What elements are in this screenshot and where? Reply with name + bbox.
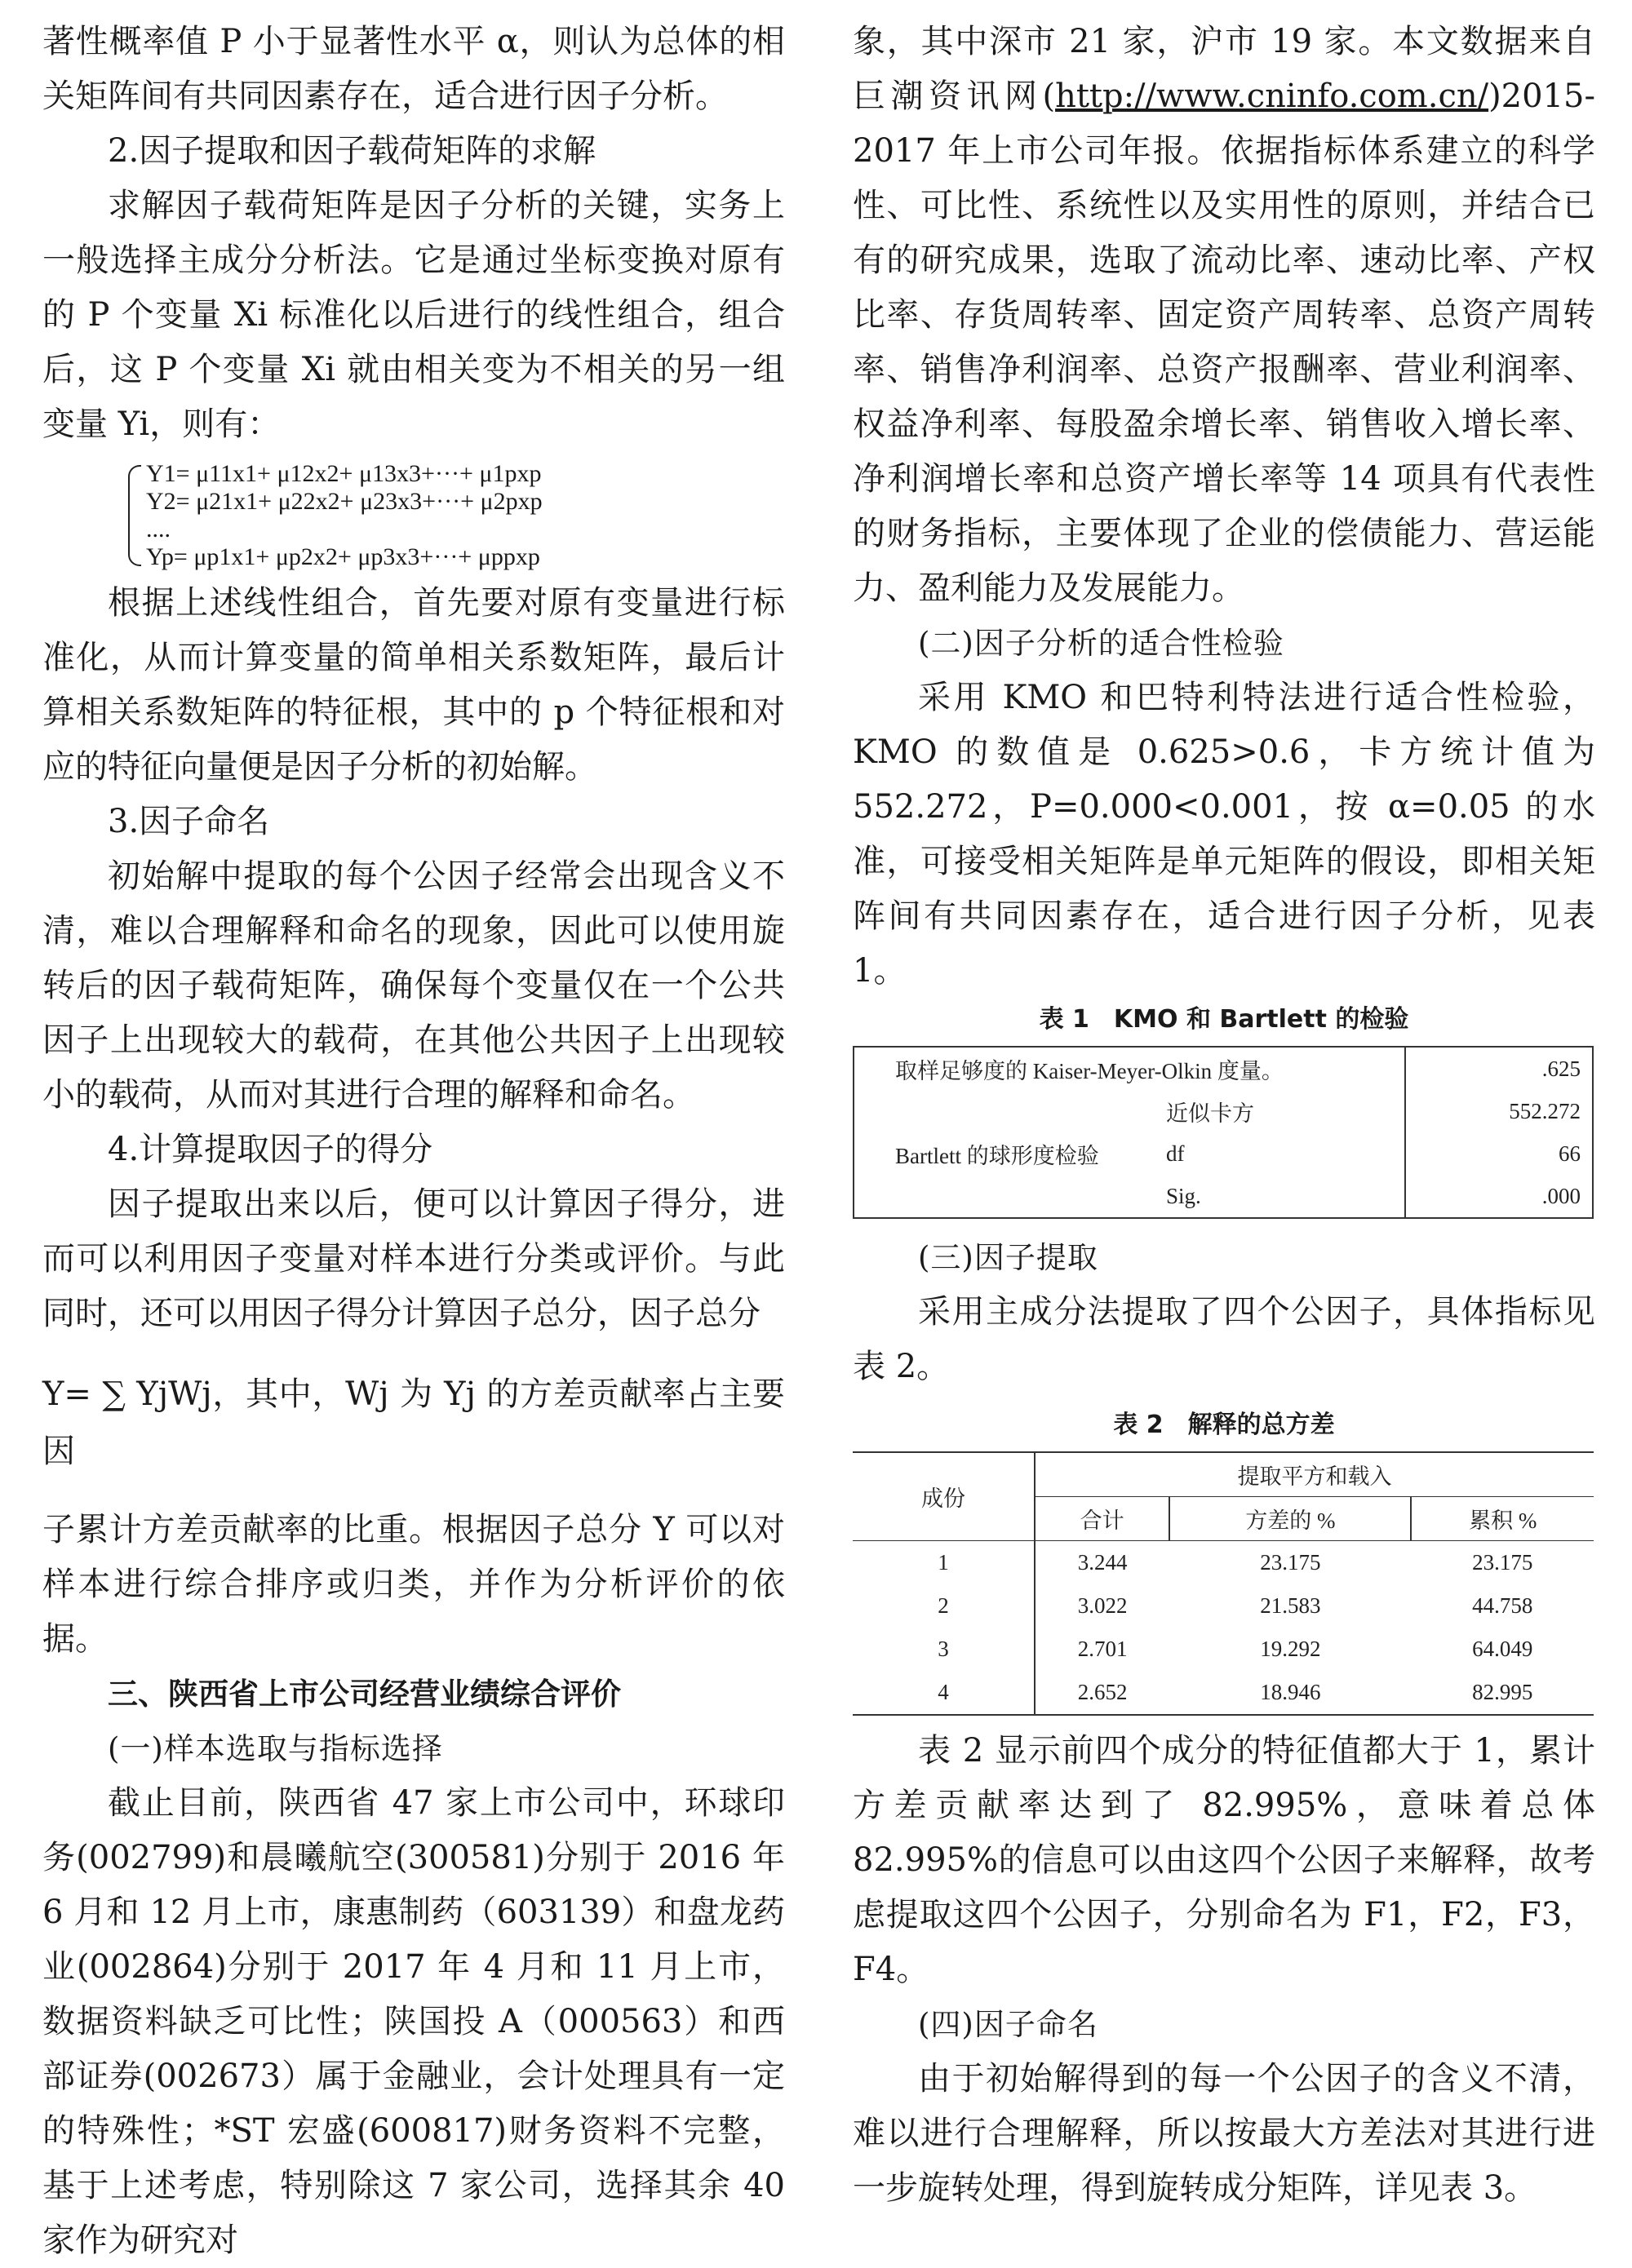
table-cell: 552.272 bbox=[1405, 1090, 1593, 1132]
table-cell: 23.175 bbox=[1472, 1550, 1533, 1575]
table-cell: .000 bbox=[1405, 1175, 1593, 1218]
table-cell bbox=[854, 1090, 1155, 1132]
table-cell: 3.244 bbox=[1077, 1550, 1128, 1575]
left-column bbox=[42, 15, 785, 2268]
table-cell: .625 bbox=[1405, 1047, 1593, 1090]
section-heading: 三、陕西省上市公司经营业绩综合评价 bbox=[108, 1677, 621, 1712]
kmo-bartlett-table bbox=[853, 1046, 1594, 1219]
paragraph: 初始解中提取的每个公因子经常会出现含义不清，难以合理解释和命名的现象，因此可以使用旋转后的因子载荷矩阵，确保每个变量仅在一个公共因子上出现较大的载荷，在其他公共因子上出现较小的载荷，从而对其进行合理的解释和命名。 bbox=[42, 857, 785, 1114]
table-row bbox=[853, 1584, 1594, 1628]
table-cell bbox=[854, 1175, 1155, 1218]
table-cell: 23.175 bbox=[1260, 1550, 1321, 1575]
formula-line: Y= ∑ YjWj，其中，Wj 为 Yj 的方差贡献率占主要因 bbox=[42, 1375, 785, 1470]
table-row bbox=[853, 1452, 1594, 1497]
table-header: 累积 % bbox=[1411, 1497, 1594, 1541]
paragraph: 求解因子载荷矩阵是因子分析的关键，实务上一般选择主成分分析法。它是通过坐标变换对原有的 P 个变量 Xi 标准化以后进行的线性组合，组合后，这 P 个变量 Xi 就由相关变为不相关的另一组变量 Yi，则有： bbox=[42, 187, 785, 443]
table-cell: 取样足够度的 Kaiser-Meyer-Olkin 度量。 bbox=[895, 1058, 1284, 1083]
subsection-heading: 3.因子命名 bbox=[108, 803, 270, 840]
table-caption: 表 1 KMO 和 Bartlett 的检验 bbox=[1039, 1005, 1409, 1034]
subsection-heading: (四)因子命名 bbox=[918, 2007, 1098, 2042]
table-row bbox=[853, 1628, 1594, 1671]
table-cell: 44.758 bbox=[1472, 1593, 1533, 1618]
table-row bbox=[854, 1047, 1593, 1090]
table-cell: 4 bbox=[853, 1671, 1035, 1715]
text-span: )2015-2017 年上市公司年报。依据指标体系建立的科学性、可比性、系统性以及实用性的原则，并结合已有的研究成果，选取了流动比率、速动比率、产权比率、存货周转率、固定资产周转率、总资产周转率、销售净利润率、总资产报酬率、营业利润率、权益净利率、每股盈余增长率、销售收入增长率、净利润增长率和总资产增长率等 14 项具有代表性的财务指标，主要体现了企业的偿债能力、营运能力、盈利能力及发展能力。 bbox=[853, 78, 1595, 607]
subsection-heading: (二)因子分析的适合性检验 bbox=[918, 626, 1284, 661]
table-cell: 1 bbox=[853, 1541, 1035, 1585]
equation-row: Y2= μ21x1+ μ22x2+ μ23x3+···+ μ2pxp bbox=[146, 488, 543, 515]
table-header: 成份 bbox=[853, 1452, 1035, 1541]
equation-system bbox=[128, 460, 785, 571]
paragraph: 子累计方差贡献率的比重。根据因子总分 Y 可以对样本进行综合排序或归类，并作为分析评价的依据。 bbox=[42, 1511, 785, 1658]
subsection-heading: 4.计算提取因子的得分 bbox=[108, 1131, 433, 1168]
paragraph: 由于初始解得到的每一个公因子的含义不清，难以进行合理解释，所以按最大方差法对其进行进一步旋转处理，得到旋转成分矩阵，详见表 3。 bbox=[853, 2060, 1595, 2207]
table-cell: 近似卡方 bbox=[1166, 1101, 1254, 1126]
brace-icon bbox=[128, 465, 141, 566]
equation-row: .... bbox=[146, 516, 171, 543]
paragraph: 根据上述线性组合，首先要对原有变量进行标准化，从而计算变量的简单相关系数矩阵，最后计算相关系数矩阵的特征根，其中的 p 个特征根和对应的特征向量便是因子分析的初始解。 bbox=[42, 584, 785, 786]
table-header: 方差的 % bbox=[1169, 1497, 1411, 1541]
equation-row: Yp= μp1x1+ μp2x2+ μp3x3+···+ μppxp bbox=[146, 543, 540, 570]
table-row bbox=[853, 1671, 1594, 1715]
paragraph: 采用 KMO 和巴特利特法进行适合性检验，KMO 的数值是 0.625>0.6，卡方统计值为 552.272，P=0.000<0.001，按 α=0.05 的水准，可接受相关矩阵是单元矩阵的假设，即相关矩阵间有共同因素存在，适合进行因子分析，见表 1。 bbox=[853, 679, 1595, 990]
table-header: 提取平方和载入 bbox=[1035, 1452, 1594, 1497]
subsection-heading: 2.因子提取和因子载荷矩阵的求解 bbox=[108, 132, 596, 170]
table-cell: 2.652 bbox=[1077, 1680, 1128, 1704]
table-header: 合计 bbox=[1035, 1497, 1169, 1541]
table-cell: 2 bbox=[853, 1584, 1035, 1628]
right-column bbox=[853, 15, 1595, 2216]
table-row bbox=[853, 1541, 1594, 1585]
table-cell: 2.701 bbox=[1077, 1637, 1128, 1661]
table-cell: 3 bbox=[853, 1628, 1035, 1671]
equation-row: Y1= μ11x1+ μ12x2+ μ13x3+···+ μ1pxp bbox=[146, 460, 542, 487]
paragraph: 采用主成分法提取了四个公因子，具体指标见表 2。 bbox=[853, 1293, 1595, 1385]
paragraph: 因子提取出来以后，便可以计算因子得分，进而可以利用因子变量对样本进行分类或评价。与此同时，还可以用因子得分计算因子总分，因子总分 bbox=[42, 1185, 785, 1332]
subsection-heading: (一)样本选取与指标选择 bbox=[108, 1731, 443, 1766]
text-span: 象，其中深市 21 家，沪市 19 家。本文数据来自巨潮资讯网( bbox=[853, 23, 1595, 115]
paragraph: 截止目前，陕西省 47 家上市公司中，环球印务(002799)和晨曦航空(300581)分别于 2016 年 6 月和 12 月上市，康惠制药（603139）和盘龙药业(002864)分别于 2017 年 4 月和 11 月上市，数据资料缺乏可比性；陕国投 A（000563）和西部证券(002673）属于金融业，会计处理具有一定的特殊性；*ST 宏盛(600817)财务资料不完整，基于上述考虑，特别除这 7 家公司，选择其余 40 家作为研究对 bbox=[42, 1784, 785, 2259]
table-row bbox=[854, 1132, 1593, 1175]
table-cell: Sig. bbox=[1166, 1183, 1201, 1208]
table-cell: df bbox=[1166, 1141, 1185, 1166]
table-cell: Bartlett 的球形度检验 bbox=[895, 1143, 1099, 1168]
paragraph: 著性概率值 P 小于显著性水平 α，则认为总体的相关矩阵间有共同因素存在，适合进行因子分析。 bbox=[42, 23, 785, 115]
table-cell: 3.022 bbox=[1077, 1593, 1128, 1618]
table-cell: 21.583 bbox=[1260, 1593, 1321, 1618]
table-cell: 19.292 bbox=[1260, 1637, 1321, 1661]
paragraph: 表 2 显示前四个成分的特征值都大于 1，累计方差贡献率达到了 82.995%，意味着总体 82.995%的信息可以由这四个公因子来解释，故考虑提取这四个公因子，分别命名为 F1，F2，F3，F4。 bbox=[853, 1732, 1595, 1988]
table-row bbox=[854, 1090, 1593, 1132]
table-row bbox=[854, 1175, 1593, 1218]
source-link[interactable]: http://www.cninfo.com.cn/ bbox=[1055, 78, 1489, 115]
paragraph bbox=[853, 15, 1595, 616]
table-cell: 64.049 bbox=[1472, 1637, 1533, 1661]
table-caption: 表 2 解释的总方差 bbox=[1113, 1411, 1335, 1439]
subsection-heading: (三)因子提取 bbox=[918, 1240, 1098, 1275]
table-cell: 18.946 bbox=[1260, 1680, 1321, 1704]
table-cell: 82.995 bbox=[1472, 1680, 1533, 1704]
total-variance-table bbox=[853, 1451, 1594, 1716]
table-cell: 66 bbox=[1405, 1132, 1593, 1175]
